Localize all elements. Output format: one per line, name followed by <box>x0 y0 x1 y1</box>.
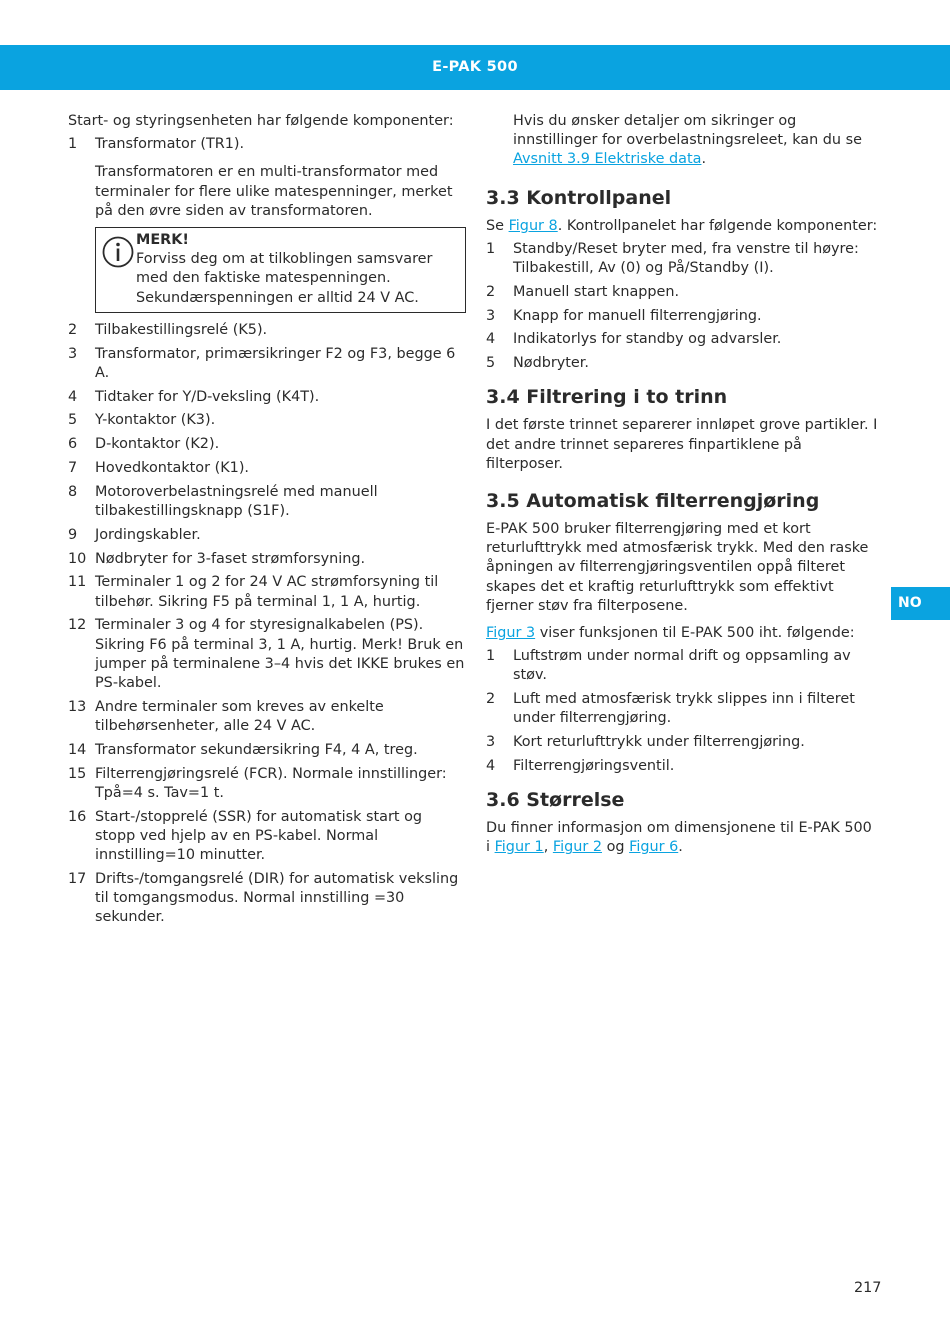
list-item <box>68 741 466 760</box>
list-item <box>68 765 466 803</box>
list-item-text: Andre terminaler som kreves av enkelte tilbehørsenheter, alle 24 V AC. <box>95 698 384 735</box>
note-title: MERK! <box>136 232 189 249</box>
list-item-number: 9 <box>68 526 78 543</box>
section-3-3-intro: Se Figur 8. Kontrollpanelet har følgende komponenter: <box>486 217 878 234</box>
note-body <box>136 231 459 308</box>
section-3-6-text: Du finner informasjon om dimensjonene til E-PAK 500 i Figur 1, Figur 2 og Figur 6. <box>486 820 872 856</box>
list-item-text: Tidtaker for Y/D-veksling (K4T). <box>95 388 320 405</box>
list-item-number: 8 <box>68 483 78 500</box>
list-item-number: 2 <box>486 691 496 708</box>
list-item <box>68 388 466 407</box>
list-item <box>486 690 878 728</box>
section-3-5-text: E-PAK 500 bruker filterrengjøring med et kort returlufttrykk med atmosfærisk trykk. Med den raske åpningen av filterrengjøringsventilen oppå filteret skapes det et kraftig returlufttrykk som effektivt fjerner støv fra filterposene. <box>486 521 869 614</box>
list-item-number: 10 <box>68 550 87 567</box>
list-item-number: 3 <box>486 734 496 751</box>
section-heading-3-6: 3.6 Størrelse <box>486 789 625 812</box>
info-icon <box>102 231 136 308</box>
list-item-text: Motoroverbelastningsrelé med manuell tilbakestillingsknapp (S1F). <box>95 483 378 520</box>
intro-text: Start- og styringsenheten har følgende komponenter: <box>68 113 454 129</box>
list-item-number: 7 <box>68 460 78 477</box>
list-item-text: Standby/Reset bryter med, fra venstre til høyre: Tilbakestill, Av (0) og På/Standby (I). <box>513 240 859 277</box>
list-item <box>486 733 878 752</box>
list-item-number: 12 <box>68 617 87 634</box>
section-heading-3-3: 3.3 Kontrollpanel <box>486 186 672 209</box>
section-3-5-figure-ref: Figur 3 viser funksjonen til E-PAK 500 iht. følgende: <box>486 625 855 642</box>
list-item-number: 5 <box>68 412 78 429</box>
left-column <box>68 112 466 932</box>
list-item <box>68 808 466 866</box>
list-item-text: Luftstrøm under normal drift og oppsamling av støv. <box>513 648 851 684</box>
list-item-number: 15 <box>68 765 87 782</box>
list-item <box>486 647 878 685</box>
list-item-number: 4 <box>486 331 496 348</box>
section-3-4-text: I det første trinnet separerer innløpet grove partikler. I det andre trinnet separeres finpartiklene på filterposer. <box>486 417 878 472</box>
note-box <box>95 227 466 313</box>
figure-link[interactable]: Figur 2 <box>552 839 603 856</box>
list-item-text: D-kontaktor (K2). <box>95 436 220 453</box>
list-item-text: Manuell start knappen. <box>513 283 680 300</box>
header-title: E-PAK 500 <box>432 58 518 75</box>
list-item-number: 3 <box>486 307 496 324</box>
figure-link[interactable]: Figur 3 <box>486 625 536 642</box>
right-column <box>486 112 878 858</box>
list-item-text: Terminaler 1 og 2 for 24 V AC strømforsyning til tilbehør. Sikring F5 på terminal 1, 1 A, hurtig. <box>95 574 439 610</box>
list-item-number: 16 <box>68 808 87 825</box>
list-item <box>486 307 878 326</box>
page-number: 217 <box>854 1280 882 1296</box>
list-item-text: Jordingskabler. <box>95 526 201 543</box>
list-item-number: 4 <box>486 758 496 775</box>
list-item-text: Terminaler 3 og 4 for styresignalkabelen (PS). Sikring F6 på terminal 3, 1 A, hurtig. Merk! Bruk en jumper på terminalene 3–4 hvis det IKKE brukes en PS-kabel. <box>95 617 465 692</box>
list-item <box>486 757 878 776</box>
list-item <box>486 330 878 349</box>
list-item-text: Transformator, primærsikringer F2 og F3, begge 6 A. <box>95 345 456 381</box>
section-heading-3-4: 3.4 Filtrering i to trinn <box>486 386 728 409</box>
list-item-number: 2 <box>68 321 78 338</box>
list-item-number: 1 <box>486 648 496 665</box>
list-item-number: 13 <box>68 698 87 715</box>
list-item <box>68 483 466 521</box>
list-item-text: Nødbryter. <box>513 355 589 372</box>
list-item-text: Knapp for manuell filterrengjøring. <box>513 307 762 324</box>
list-item: 1 Transformator (TR1). <box>68 136 245 153</box>
list-item <box>68 870 466 928</box>
transformer-description: Transformatoren er en multi-transformator med terminaler for flere ulike matespenninger, merket på den øvre siden av transformatoren. <box>95 164 453 219</box>
list-item-text: Start-/stopprelé (SSR) for automatisk start og stopp ved hjelp av en PS-kabel. Normal innstilling=10 minutter. <box>95 808 423 864</box>
list-item-text: Drifts-/tomgangsrelé (DIR) for automatisk veksling til tomgangsmodus. Normal innstilling =30 sekunder. <box>95 870 459 926</box>
list-item-number: 11 <box>68 574 87 591</box>
control-panel-list <box>486 240 878 374</box>
list-item-text: Luft med atmosfærisk trykk slippes inn i filteret under filterrengjøring. <box>513 691 855 727</box>
list-item <box>68 411 466 430</box>
figure-link[interactable]: Figur 8 <box>508 217 558 234</box>
figure-link[interactable]: Figur 6 <box>629 839 679 856</box>
list-item-number: 3 <box>68 345 78 362</box>
component-list <box>68 321 466 928</box>
figure-link[interactable]: Figur 1 <box>494 839 544 856</box>
list-item-text: Tilbakestillingsrelé (K5). <box>95 321 268 338</box>
list-item <box>68 573 466 611</box>
list-item <box>68 345 466 383</box>
list-item <box>68 550 466 569</box>
list-item-text: Kort returlufttrykk under filterrengjøring. <box>513 734 805 751</box>
list-item-text: Hovedkontaktor (K1). <box>95 460 250 477</box>
list-item <box>68 321 466 340</box>
list-item <box>68 616 466 693</box>
list-item-text: Nødbryter for 3-faset strømforsyning. <box>95 550 366 567</box>
list-item <box>486 283 878 302</box>
list-item-text: Transformator sekundærsikring F4, 4 A, treg. <box>95 741 418 758</box>
section-link[interactable]: Avsnitt 3.9 Elektriske data <box>513 151 702 168</box>
list-item-text: Indikatorlys for standby og advarsler. <box>513 331 782 348</box>
list-item <box>68 459 466 478</box>
note-text: Forviss deg om at tilkoblingen samsvarer med den faktiske matespenningen. Sekundærspenningen er alltid 24 V AC. <box>136 251 433 306</box>
header-band <box>0 45 950 90</box>
list-item <box>486 354 878 373</box>
list-item <box>486 240 878 278</box>
list-item-number: 17 <box>68 870 87 887</box>
section-heading-3-5: 3.5 Automatisk filterrengjøring <box>486 490 820 513</box>
filter-cleaning-list <box>486 647 878 776</box>
continued-paragraph: Hvis du ønsker detaljer om sikringer og innstillinger for overbelastningsreleet, kan du se Avsnitt 3.9 Elektriske data. <box>513 113 862 168</box>
list-item-text: Filterrengjøringsventil. <box>513 758 675 775</box>
list-item-number: 1 <box>486 240 496 257</box>
list-item-text: Y-kontaktor (K3). <box>95 412 216 429</box>
list-item-number: 4 <box>68 388 78 405</box>
list-item-number: 5 <box>486 355 496 372</box>
list-item <box>68 698 466 736</box>
list-item <box>68 526 466 545</box>
list-item <box>68 435 466 454</box>
list-item-number: 6 <box>68 436 78 453</box>
list-item-number: 2 <box>486 283 496 300</box>
language-tab[interactable]: NO <box>891 587 950 620</box>
list-item-text: Filterrengjøringsrelé (FCR). Normale innstillinger: Tpå=4 s. Tav=1 t. <box>95 765 447 801</box>
list-item-number: 14 <box>68 741 87 758</box>
